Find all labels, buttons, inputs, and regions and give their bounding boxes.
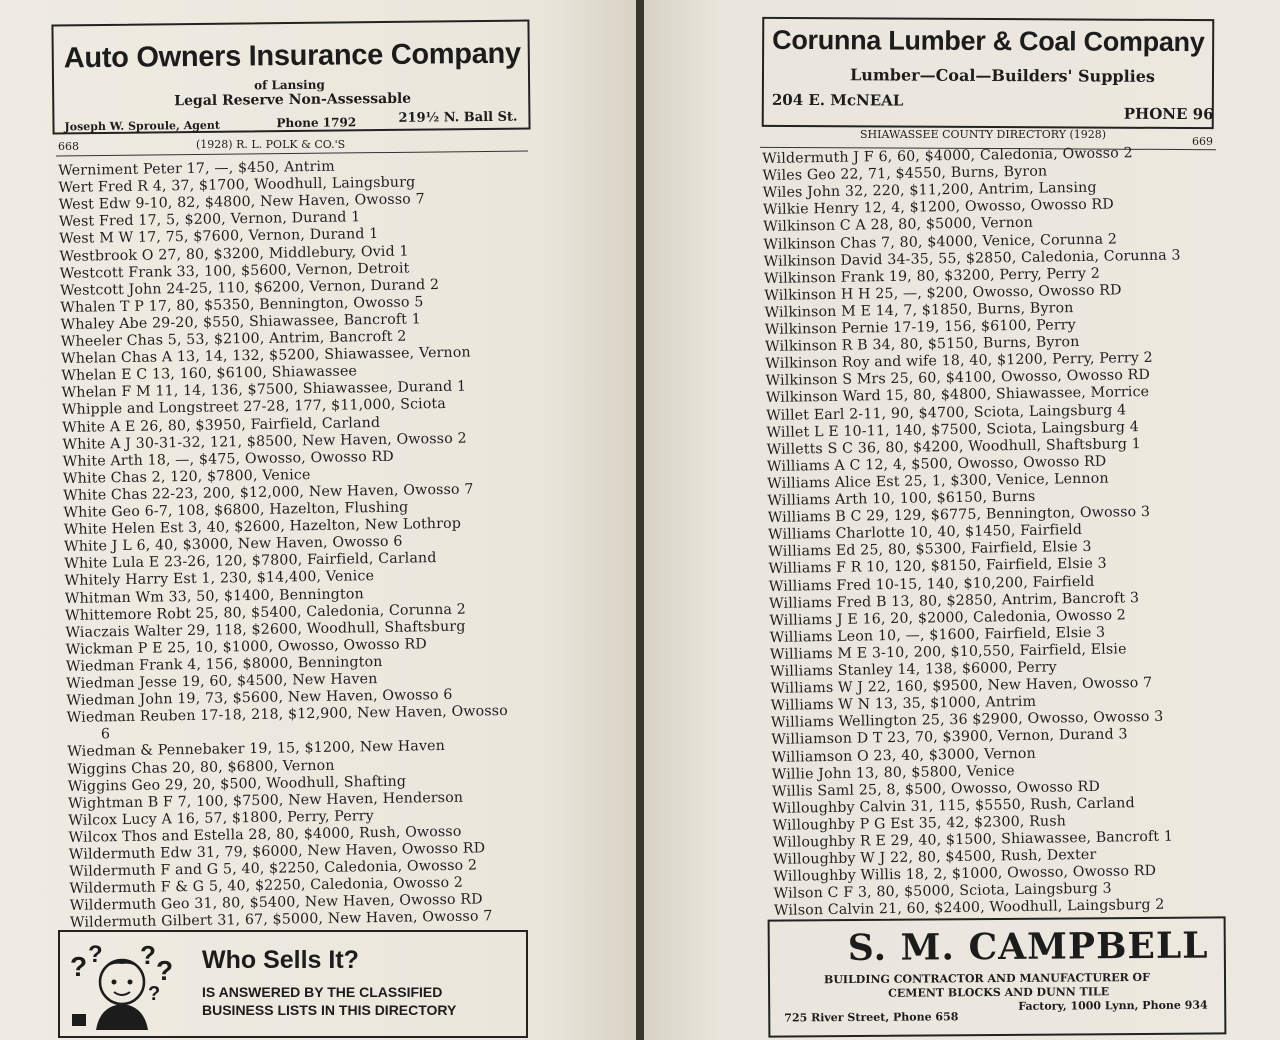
running-header: SHIAWASSEE COUNTY DIRECTORY (1928) [860, 128, 1107, 141]
directory-entry: Wilson Calvin 21, 60, $2400, Woodhull, Laingsburg 2 [773, 897, 1165, 920]
who-sells-it-ad [58, 930, 528, 1038]
directory-entry: Willis Saml 25, 8, $500, Owosso, Owosso RD [771, 778, 1101, 800]
directory-entry: Wilkinson David 34-35, 55, $2850, Caledonia, Corunna 3 [763, 247, 1181, 270]
directory-entry: Williams W J 22, 160, $9500, New Haven, Owosso 7 [770, 675, 1153, 698]
directory-entry: White Chas 22-23, 200, $12,000, New Haven, Owosso 7 [63, 481, 474, 504]
directory-entry: Willet Earl 2-11, 90, $4700, Sciota, Laingsburg 4 [766, 401, 1127, 424]
directory-entry: White Chas 2, 120, $7800, Venice [62, 466, 311, 487]
svg-text:?: ? [140, 940, 156, 970]
ad-line-2: BUSINESS LISTS IN THIS DIRECTORY [202, 1002, 457, 1018]
directory-entry: Whelan E C 13, 160, $6100, Shiawassee [61, 363, 358, 385]
directory-entry: Whalen T P 17, 80, $5350, Bennington, Owosso 5 [60, 294, 424, 316]
ad-address: 725 River Street, Phone 658 [784, 1010, 959, 1025]
directory-entry: Wiggins Geo 29, 20, $500, Woodhull, Shafting [67, 773, 407, 795]
directory-entry: Whaley Abe 29-20, $550, Shiawassee, Bancroft 1 [60, 311, 422, 333]
directory-entry: Williams Charlotte 10, 40, $1450, Fairfield [767, 522, 1083, 544]
directory-entry: Willoughby R E 29, 40, $1500, Shiawassee, Bancroft 1 [772, 828, 1174, 851]
directory-entry: Williamson O 23, 40, $3000, Vernon [771, 745, 1036, 766]
directory-entry: Wert Fred R 4, 37, $1700, Woodhull, Laingsburg [58, 174, 416, 197]
directory-entry: Wildermuth Geo 31, 80, $5400, New Haven, Owosso RD [69, 891, 483, 915]
corunna-lumber-ad [762, 17, 1215, 129]
directory-entry: Wildermuth F & G 5, 40, $2250, Caledonia, Owosso 2 [69, 874, 464, 898]
ad-line-2: CEMENT BLOCKS AND DUNN TILE [888, 985, 1110, 1000]
directory-entry: Wheeler Chas 5, 53, $2100, Antrim, Bancroft 2 [60, 328, 407, 350]
book-gutter [636, 0, 644, 1040]
directory-entry: White A E 26, 80, $3950, Fairfield, Carland [62, 414, 381, 436]
directory-entry: Wiedman John 19, 73, $5600, New Haven, Owosso 6 [66, 686, 453, 710]
ad-factory: Factory, 1000 Lynn, Phone 934 [1018, 998, 1208, 1013]
ad-line-1: IS ANSWERED BY THE CLASSIFIED [202, 984, 443, 1000]
directory-entry: Westbrook O 27, 80, $3200, Middlebury, Ovid 1 [59, 243, 409, 265]
auto-owners-insurance-ad [51, 20, 530, 135]
directory-entry: Wiaczais Walter 29, 118, $2600, Woodhull, Shaftsburg [65, 618, 466, 641]
question-mark-boy-icon [66, 940, 176, 1032]
directory-entry: Wiedman Reuben 17-18, 218, $12,900, New Haven, Owosso [66, 703, 508, 727]
directory-entry: Wiedman Frank 4, 156, $8000, Bennington [65, 653, 383, 675]
directory-entry: Wickman P E 25, 10, $1000, Owosso, Owosso RD [65, 636, 427, 658]
directory-entry: Willet L E 10-11, 140, $7500, Sciota, Laingsburg 4 [766, 418, 1139, 441]
ad-phone: PHONE 96 [1123, 104, 1214, 124]
directory-entry: Wilkinson Ward 15, 80, $4800, Shiawassee, Morrice [765, 384, 1150, 407]
svg-text:?: ? [148, 983, 161, 1005]
page-number: 668 [58, 140, 79, 153]
ad-address: 204 E. McNEAL [771, 90, 904, 110]
directory-entry: Willoughby P G Est 35, 42, $2300, Rush [772, 813, 1067, 834]
ad-company-name: Auto Owners Insurance Company [63, 37, 521, 75]
directory-entry: Williams F R 10, 120, $8150, Fairfield, Elsie 3 [768, 556, 1107, 578]
directory-entry: Williamson D T 23, 70, $3900, Vernon, Durand 3 [771, 726, 1128, 749]
directory-entry: Wilkinson H H 25, —, $200, Owosso, Owosso RD [764, 282, 1122, 304]
directory-entry: Westcott Frank 33, 100, $5600, Vernon, Detroit [59, 260, 410, 282]
directory-entry: Williams Alice Est 25, 1, $300, Venice, Lennon [767, 470, 1109, 492]
ad-phone: Phone 1792 [276, 115, 357, 131]
directory-entry: Wildermuth Edw 31, 79, $6000, New Haven, Owosso RD [68, 840, 486, 863]
directory-entry: Wiles John 32, 220, $11,200, Antrim, Lansing [762, 179, 1097, 202]
directory-entry: White J L 6, 40, $3000, New Haven, Owosso 6 [63, 533, 403, 556]
directory-entry: Willie John 13, 80, $5800, Venice [771, 762, 1015, 783]
ad-of-lansing: of Lansing [254, 77, 325, 93]
svg-text:?: ? [156, 955, 174, 986]
directory-entry: Wilkie Henry 12, 4, $1200, Owosso, Owosso RD [762, 196, 1114, 219]
directory-entry: Wightman B F 7, 100, $7500, New Haven, Henderson [67, 789, 464, 812]
ad-title: Who Sells It? [202, 946, 359, 974]
directory-entry: White A J 30-31-32, 121, $8500, New Haven, Owosso 2 [62, 430, 467, 453]
directory-entry: Williams M E 3-10, 200, $10,550, Fairfield, Elsie [769, 641, 1127, 663]
directory-entry: White Lula E 23-26, 120, $7800, Fairfield, Carland [64, 550, 437, 573]
directory-entry: White Helen Est 3, 40, $2600, Hazelton, New Lothrop [63, 515, 462, 539]
directory-entry: Willoughby Calvin 31, 115, $5550, Rush, Carland [772, 795, 1135, 817]
directory-entry: Wilkinson Frank 19, 80, $3200, Perry, Perry 2 [763, 265, 1101, 287]
directory-entry: Wilkinson S Mrs 25, 60, $4100, Owosso, Owosso RD [765, 367, 1151, 390]
directory-entry: Wiles Geo 22, 71, $4550, Burns, Byron [762, 163, 1048, 185]
ad-address: 219½ N. Ball St. [398, 109, 518, 126]
directory-entry: Williams Wellington 25, 36 $2900, Owosso, Owosso 3 [770, 709, 1164, 732]
directory-entry: West M W 17, 75, $7600, Vernon, Durand 1 [59, 226, 379, 248]
directory-entry: Wilcox Lucy A 16, 57, $1800, Perry, Perry [68, 807, 374, 829]
directory-entry: Wiedman Jesse 19, 60, $4500, New Haven [66, 671, 378, 692]
directory-entry: Wilson C F 3, 80, $5000, Sciota, Laingsburg 3 [773, 880, 1112, 903]
directory-entry: Wiggins Chas 20, 80, $6800, Vernon [67, 757, 335, 778]
directory-entry: Wildermuth J F 6, 60, $4000, Caledonia, Owosso 2 [762, 145, 1133, 167]
directory-entry: Werniment Peter 17, —, $450, Antrim [58, 158, 335, 179]
header-rule [56, 151, 528, 157]
directory-entry: Whitman Wm 33, 50, $1400, Bennington [64, 585, 364, 607]
directory-entry: Wilkinson Roy and wife 18, 40, $1200, Perry, Perry 2 [765, 350, 1153, 373]
directory-entry: Wildermuth Gilbert 31, 67, $5000, New Haven, Owosso 7 [69, 908, 493, 932]
ad-agent: Joseph W. Sproule, Agent [64, 118, 221, 134]
svg-text:?: ? [70, 951, 88, 982]
ad-company-name: Corunna Lumber & Coal Company [772, 24, 1205, 58]
directory-entry: Whitely Harry Est 1, 230, $14,400, Venice [64, 568, 375, 590]
directory-entry: White Arth 18, —, $475, Owosso, Owosso RD [62, 448, 395, 470]
directory-entry: Whelan F M 11, 14, 136, $7500, Shiawassee, Durand 1 [61, 378, 467, 402]
directory-entry: Williams Fred B 13, 80, $2850, Antrim, Bancroft 3 [768, 589, 1140, 612]
directory-entry: Wilkinson Pernie 17-19, 156, $6100, Perry [764, 317, 1076, 338]
directory-entry: Wilkinson C A 28, 80, $5000, Vernon [763, 215, 1034, 236]
directory-entry: Whittemore Robt 25, 80, $5400, Caledonia, Corunna 2 [64, 601, 466, 624]
ad-line-1: BUILDING CONTRACTOR AND MANUFACTURER OF [823, 970, 1150, 987]
campbell-contractor-ad [768, 916, 1227, 1037]
directory-entry: Wilcox Thos and Estella 28, 80, $4000, Rush, Owosso [68, 823, 462, 846]
directory-entry: Williams J E 16, 20, $2000, Caledonia, Owosso 2 [769, 607, 1127, 629]
ad-products: Lumber—Coal—Builders' Supplies [849, 65, 1155, 86]
directory-entry: Willoughby W J 22, 80, $4500, Rush, Dexter [773, 846, 1097, 869]
directory-entry: West Edw 9-10, 82, $4800, New Haven, Owosso 7 [58, 191, 425, 214]
directory-entry: Williams A C 12, 4, $500, Owosso, Owosso RD [766, 453, 1107, 475]
ad-tagline: Legal Reserve Non-Assessable [174, 90, 412, 110]
page-number: 669 [1192, 135, 1213, 148]
running-header: (1928) R. L. POLK & CO.'S [196, 138, 346, 151]
directory-entry: Wilkinson R B 34, 80, $5150, Burns, Byron [764, 334, 1080, 356]
left-page [0, 0, 636, 1040]
directory-entry: Whelan Chas A 13, 14, 132, $5200, Shiawassee, Vernon [60, 344, 471, 368]
svg-text:?: ? [88, 941, 103, 968]
directory-entry: Williams Leon 10, —, $1600, Fairfield, Elsie 3 [769, 624, 1106, 646]
directory-entry: Wilkinson M E 14, 7, $1850, Burns, Byron [764, 300, 1074, 321]
directory-entry: Williams Stanley 14, 138, $6000, Perry [770, 659, 1057, 680]
directory-entry: Williams Ed 25, 80, $5300, Fairfield, Elsie 3 [768, 539, 1092, 561]
ad-name: S. M. CAMPBELL [847, 924, 1209, 970]
directory-entry: Wilkinson Chas 7, 80, $4000, Venice, Corunna 2 [763, 230, 1118, 253]
directory-entry: Williams B C 29, 129, $6775, Bennington, Owosso 3 [767, 504, 1151, 527]
directory-entry: Westcott John 24-25, 110, $6200, Vernon, Durand 2 [59, 276, 440, 299]
directory-entry: Willetts S C 36, 80, $4200, Woodhull, Shaftsburg 1 [766, 435, 1142, 458]
directory-entry: Wiedman & Pennebaker 19, 15, $1200, New Haven [67, 738, 446, 761]
directory-entry: Williams W N 13, 35, $1000, Antrim [770, 693, 1037, 715]
directory-entry: Williams Arth 10, 100, $6150, Burns [767, 488, 1036, 509]
directory-entry: 6 [100, 726, 111, 743]
directory-entry: White Geo 6-7, 108, $6800, Hazelton, Flushing [63, 499, 409, 521]
directory-entry: West Fred 17, 5, $200, Vernon, Durand 1 [58, 209, 361, 231]
directory-entry: Williams Fred 10-15, 140, $10,200, Fairfield [768, 573, 1095, 595]
directory-entry: Whipple and Longstreet 27-28, 177, $11,000, Sciota [61, 396, 447, 419]
directory-entry: Willoughby Willis 18, 2, $1000, Owosso, Owosso RD [773, 863, 1157, 886]
directory-entry: Wildermuth F and G 5, 40, $2250, Caledonia, Owosso 2 [69, 857, 478, 881]
